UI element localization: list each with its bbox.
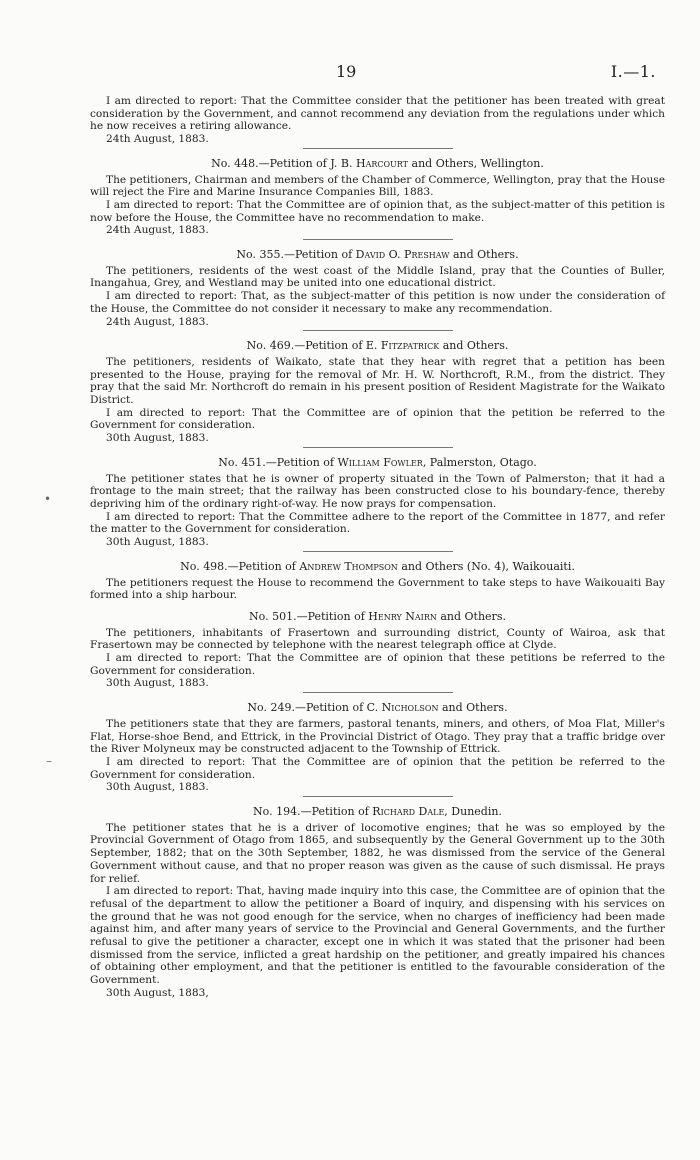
- document-reference: I.—1.: [610, 62, 656, 81]
- section-divider: [303, 692, 453, 693]
- petition-section: [90, 95, 665, 149]
- report-date: 24th August, 1883.: [106, 224, 209, 237]
- section-divider: [303, 239, 453, 240]
- petition-number: No. 194.—Petition of: [253, 805, 369, 819]
- petition-number: No. 498.—Petition of: [180, 559, 296, 573]
- petition-statement: The petitioners, residents of Waikato, state that they hear with regret that a petition has been presented to the House, praying for the removal of Mr. H. W. Northcroft, R.M., from the district. They pray that the said Mr. Northcroft do remain in his present position of Resident Magistrate for the Waikato District.: [90, 355, 665, 407]
- petition-number: No. 451.—Petition of: [218, 455, 334, 469]
- petition-location: and Others.: [442, 339, 509, 353]
- petition-statement: The petitioners, Chairman and members of the Chamber of Commerce, Wellington, pray that the House will reject the Fire and Marine Insurance Companies Bill, 1883.: [90, 173, 665, 199]
- petition-statement: The petitioners, residents of the west coast of the Middle Island, pray that the Counties of Buller, Inangahua, Grey, and Westland may be united into one educational district.: [90, 264, 665, 290]
- section-divider: [303, 447, 453, 448]
- margin-mark: –: [46, 754, 52, 768]
- petitioner-name: Henry Nairn: [368, 609, 437, 623]
- section-divider: [303, 148, 453, 149]
- petition-section: [90, 158, 665, 240]
- margin-mark: •: [44, 492, 52, 506]
- petitioner-name: William Fowler: [337, 455, 423, 469]
- petition-statement: The petitioners state that they are farmers, pastoral tenants, miners, and others, of Moa Flat, Miller's Flat, Horse-shoe Bend, and Ettrick, in the Provincial District of Otago. They pray that a traffic bridge over the River Molyneux may be constructed adjacent to the Township of Ettrick.: [90, 717, 665, 756]
- report-date: 24th August, 1883.: [106, 315, 209, 328]
- petition-location: and Others.: [440, 609, 506, 623]
- petition-title: [90, 611, 665, 624]
- petition-title: [90, 158, 665, 171]
- petition-section: [90, 457, 665, 552]
- report-date: 30th August, 1883.: [106, 781, 209, 794]
- petition-title: [90, 806, 665, 819]
- report-date: 30th August, 1883.: [106, 677, 209, 690]
- petitioner-name: J. B. Harcourt: [330, 156, 409, 170]
- petition-location: and Others.: [441, 701, 508, 715]
- petitioner-name: Andrew Thompson: [299, 559, 398, 573]
- committee-report: I am directed to report: That the Committee consider that the petitioner has been treated with great consideration by the Government, and cannot recommend any deviation from the regulations under which he now receives a retiring allowance.: [90, 95, 665, 133]
- petition-title: [90, 340, 665, 353]
- petition-statement: The petitioners request the House to recommend the Government to take steps to have Waikouaiti Bay formed into a ship harbour.: [90, 576, 665, 602]
- report-date: 30th August, 1883.: [106, 432, 209, 445]
- committee-report: I am directed to report: That the Committee adhere to the report of the Committee in 1877, and refer the matter to the Government for consideration.: [90, 510, 665, 536]
- section-divider: [303, 796, 453, 797]
- petition-location: and Others, Wellington.: [411, 156, 544, 170]
- petition-statement: The petitioner states that he is owner of property situated in the Town of Palmerston; that it had a frontage to the main street; that the railway has been constructed close to his boundary-fence, thereby depriving him of the ordinary right-of-way. He now prays for compensation.: [90, 472, 665, 510]
- committee-report: I am directed to report: That the Committee are of opinion that the petition be referred to the Government for consideration.: [90, 406, 665, 432]
- petition-number: No. 249.—Petition of: [247, 701, 364, 715]
- petition-section: [90, 702, 665, 797]
- petition-section: [90, 611, 665, 693]
- committee-report: I am directed to report: That, as the subject-matter of this petition is now under the consideration of the House, the Committee do not consider it necessary to make any recommendation.: [90, 290, 665, 315]
- petition-section: [90, 806, 665, 1000]
- petition-location: , Palmerston, Otago.: [422, 455, 537, 469]
- petition-number: No. 501.—Petition of: [249, 609, 365, 623]
- petitioner-name: David O. Preshaw: [355, 248, 450, 262]
- petition-title: [90, 249, 665, 262]
- petition-title: [90, 702, 665, 715]
- petition-location: and Others.: [452, 248, 519, 262]
- page-header: [0, 62, 700, 82]
- committee-report: I am directed to report: That, having made inquiry into this case, the Committee are of opinion that the refusal of the department to allow the petitioner a Board of inquiry, and dispensing with his services on the ground that he was not good enough for the service, when no charges of inefficiency had been made against him, and after many years of service to the Provincial and General Governments, and the further refusal to give the petitioner a character, except one in which it was stated that the prisoner had been dismissed from the service, inflicted a great hardship on the petitioner, and greatly impaired his chances of obtaining other employment, and that the petitioner is entitled to the favourable consideration of the Government.: [90, 885, 665, 987]
- petition-location: , Dunedin.: [444, 805, 502, 819]
- report-date: 24th August, 1883.: [106, 133, 209, 146]
- petitioner-name: Richard Dale: [372, 805, 445, 819]
- petition-section: [90, 561, 665, 602]
- petition-location: and Others (No. 4), Waikouaiti.: [401, 559, 575, 573]
- petition-section: [90, 249, 665, 331]
- section-divider: [303, 330, 453, 331]
- report-date: 30th August, 1883.: [106, 536, 209, 549]
- petitioner-name: E. Fitzpatrick: [365, 339, 440, 353]
- petitions-body: [90, 95, 665, 1000]
- petition-statement: The petitioners, inhabitants of Frasertown and surrounding district, County of Wairoa, ask that Frasertown may be connected by telephone with the nearest telegraph office at Clyde.: [90, 626, 665, 652]
- petition-number: No. 469.—Petition of: [246, 339, 363, 353]
- petition-number: No. 448.—Petition of: [211, 156, 327, 170]
- report-date: 30th August, 1883,: [106, 986, 209, 999]
- petitioner-name: C. Nicholson: [366, 701, 439, 715]
- committee-report: I am directed to report: That the Committee are of opinion that the petition be referred to the Government for consideration.: [90, 755, 665, 781]
- page-number: 19: [336, 62, 357, 81]
- section-divider: [303, 551, 453, 552]
- committee-report: I am directed to report: That the Committee are of opinion that these petitions be referred to the Government for consideration.: [90, 652, 665, 677]
- petition-title: [90, 561, 665, 574]
- petition-section: [90, 340, 665, 448]
- petition-title: [90, 457, 665, 470]
- committee-report: I am directed to report: That the Committee are of opinion that, as the subject-matter of this petition is now before the House, the Committee have no recommendation to make.: [90, 198, 665, 224]
- petition-number: No. 355.—Petition of: [236, 248, 353, 262]
- petition-statement: The petitioner states that he is a driver of locomotive engines; that he was so employed by the Provincial Government of Otago from 1865, and subsequently by the General Government up to the 30th September, 1882; that on the 30th September, 1882, he was dismissed from the service of the General Government without cause, and that no proper reason was given as the cause of such dismissal. He prays for relief.: [90, 821, 665, 885]
